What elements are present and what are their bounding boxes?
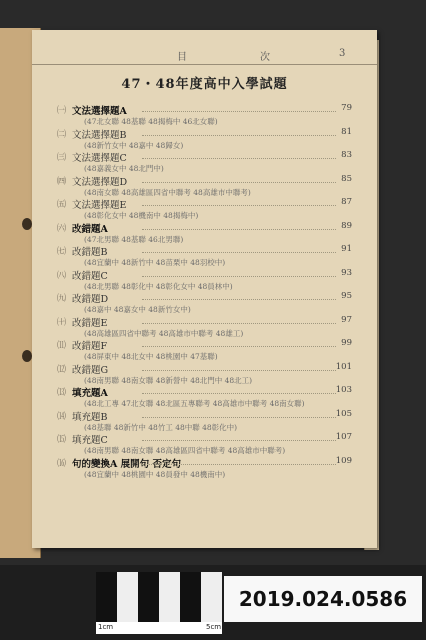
entry-sources: (48嘉義女中 48北門中) xyxy=(84,164,164,173)
toc-entry xyxy=(57,314,364,339)
entry-title: 文法選擇題C xyxy=(72,153,127,164)
toc-entry-row xyxy=(57,197,364,211)
toc-entry-row xyxy=(57,150,364,164)
dot-leader xyxy=(142,158,336,159)
toc-entry xyxy=(57,267,364,292)
entry-number: ㈠ xyxy=(57,106,67,116)
ruler-right-label: 5cm xyxy=(206,623,222,631)
toc-entry xyxy=(57,103,364,127)
entry-title: 改錯題C xyxy=(72,270,108,282)
entry-page: 95 xyxy=(341,291,352,301)
entry-sources: (48北工專 47北女聯 48北區五專聯考 48高雄市中聯考 48南女聯) xyxy=(84,399,305,408)
entry-page: 79 xyxy=(341,103,352,113)
toc-entry xyxy=(57,244,364,268)
dot-leader xyxy=(142,229,336,230)
entry-page: 83 xyxy=(341,150,352,160)
entry-number: ㈢ xyxy=(57,153,67,163)
entry-sources: (48南男聯 48南女聯 48新營中 48北門中 48北工) xyxy=(84,375,253,385)
toc-entry-row xyxy=(57,173,364,188)
entry-sources: (48基聯 48新竹中 48竹工 48中聯 48彰化中) xyxy=(84,422,238,432)
entry-number: ㈣ xyxy=(57,176,67,187)
toc-entry-row xyxy=(57,314,364,329)
entry-page: 99 xyxy=(341,338,352,348)
entry-page: 81 xyxy=(341,126,352,137)
entry-page: 91 xyxy=(341,244,352,254)
entry-sources: (48宜蘭中 48桃園中 48員發中 48機南中) xyxy=(84,469,226,479)
entry-page: 97 xyxy=(341,314,352,325)
entry-sources: (48彰化女中 48機南中 48揭梅中) xyxy=(84,211,199,220)
entry-title: 句的變換A 展開句 否定句 xyxy=(72,458,181,470)
toc-entry xyxy=(57,338,364,362)
toc-entry-row xyxy=(57,126,364,141)
header-center-char: 次 xyxy=(260,52,270,63)
toc-entry-row xyxy=(57,291,364,305)
entry-number: ⒀ xyxy=(57,388,67,398)
entry-sources: (48南女聯 48高雄區四省中聯考 48高雄市中聯考) xyxy=(84,187,251,197)
toc-entry-row xyxy=(57,408,364,423)
toc-entry xyxy=(57,220,364,245)
dot-leader xyxy=(142,464,336,465)
toc-entry-row xyxy=(57,455,364,470)
toc-entry xyxy=(57,432,364,456)
entry-number: ㈩ xyxy=(57,317,67,328)
entry-number: ⒁ xyxy=(57,411,67,422)
entry-title: 文法選擇題B xyxy=(72,129,127,141)
entry-sources: (48北男聯 48彰化中 48彰化女中 48員林中) xyxy=(84,281,233,291)
toc-entry-row xyxy=(57,244,364,258)
contents-page xyxy=(32,30,377,548)
entry-title: 改錯題F xyxy=(72,341,108,352)
entry-page: 107 xyxy=(335,432,352,442)
toc-list xyxy=(57,103,364,479)
toc-entry xyxy=(57,126,364,151)
dot-leader xyxy=(142,370,336,371)
entry-title: 文法選擇題E xyxy=(72,200,127,211)
entry-page: 89 xyxy=(341,220,352,231)
entry-sources: (48南男聯 48南女聯 48高雄區四省中聯考 48高雄市中聯考) xyxy=(84,446,286,455)
entry-page: 85 xyxy=(341,173,352,184)
entry-title: 填充題C xyxy=(72,435,108,446)
ruler-labels xyxy=(96,622,222,634)
toc-entry xyxy=(57,385,364,409)
ruler-left-label: 1cm xyxy=(98,623,114,631)
entry-title: 改錯題G xyxy=(72,364,109,376)
dot-leader xyxy=(142,440,336,441)
page-number: 3 xyxy=(339,48,346,59)
toc-entry-row xyxy=(57,103,364,117)
catalog-number: 2019.024.0586 xyxy=(224,576,422,622)
dot-leader xyxy=(142,111,336,112)
toc-entry xyxy=(57,408,364,433)
dot-leader xyxy=(142,135,336,136)
toc-entry xyxy=(57,197,364,221)
entry-sources: (48屏東中 48北女中 48桃園中 47基聯) xyxy=(84,352,218,361)
binding-hole xyxy=(22,350,32,362)
entry-number: ㈨ xyxy=(57,294,67,304)
toc-entry-row xyxy=(57,267,364,282)
entry-number: ㈡ xyxy=(57,129,67,140)
entry-number: ⒃ xyxy=(57,458,67,469)
dot-leader xyxy=(142,346,336,347)
toc-entry xyxy=(57,455,364,480)
entry-title: 填充題B xyxy=(72,411,108,423)
toc-entry-row xyxy=(57,220,364,235)
dot-leader xyxy=(142,323,336,324)
entry-page: 93 xyxy=(341,267,352,278)
entry-page: 105 xyxy=(335,408,352,419)
dot-leader xyxy=(142,299,336,300)
entry-title: 改錯題A xyxy=(72,223,108,235)
entry-page: 87 xyxy=(341,197,352,207)
entry-sources: (47北男聯 48基聯 46北男聯) xyxy=(84,234,184,244)
entry-number: ⑿ xyxy=(57,364,67,375)
toc-entry-row xyxy=(57,432,364,446)
entry-number: ㈥ xyxy=(57,223,67,234)
dot-leader xyxy=(142,182,336,183)
toc-entry xyxy=(57,291,364,315)
entry-page: 101 xyxy=(335,361,352,372)
entry-page: 109 xyxy=(335,455,352,466)
entry-title: 改錯題E xyxy=(72,317,108,329)
toc-entry xyxy=(57,173,364,198)
entry-number: ㈧ xyxy=(57,270,67,281)
entry-title: 文法選擇題D xyxy=(72,176,128,188)
toc-entry-row xyxy=(57,361,364,376)
entry-sources: (48高雄區四省中聯考 48高雄市中聯考 48雄工) xyxy=(84,328,244,338)
section-title: 47・48年度高中入學試題 xyxy=(121,77,288,92)
entry-title: 改錯題D xyxy=(72,294,109,305)
entry-title: 填充題A xyxy=(72,388,108,399)
entry-title: 改錯題B xyxy=(72,247,108,258)
entry-sources: (48宜蘭中 48新竹中 48苗栗中 48羽校中) xyxy=(84,258,226,267)
entry-number: ㈦ xyxy=(57,247,67,257)
header-left-char: 目 xyxy=(177,52,187,63)
entry-number: ⒂ xyxy=(57,435,67,445)
entry-sources: (47北女聯 48基聯 48揭梅中 46北女聯) xyxy=(84,117,218,126)
entry-title: 文法選擇題A xyxy=(72,106,127,117)
dot-leader xyxy=(142,276,336,277)
toc-entry-row xyxy=(57,338,364,352)
entry-number: ⑾ xyxy=(57,341,67,351)
binding-hole xyxy=(22,218,32,230)
dot-leader xyxy=(142,393,336,394)
entry-sources: (48嘉中 48嘉女中 48新竹女中) xyxy=(84,305,191,314)
entry-page: 103 xyxy=(335,385,352,395)
toc-entry-row xyxy=(57,385,364,399)
scale-ruler xyxy=(96,572,222,622)
entry-number: ㈤ xyxy=(57,200,67,210)
toc-entry xyxy=(57,150,364,174)
entry-sources: (48新竹女中 48嘉中 48歸女) xyxy=(84,140,184,150)
dot-leader xyxy=(142,417,336,418)
page-header xyxy=(32,44,377,65)
toc-entry xyxy=(57,361,364,386)
dot-leader xyxy=(142,205,336,206)
dot-leader xyxy=(142,252,336,253)
